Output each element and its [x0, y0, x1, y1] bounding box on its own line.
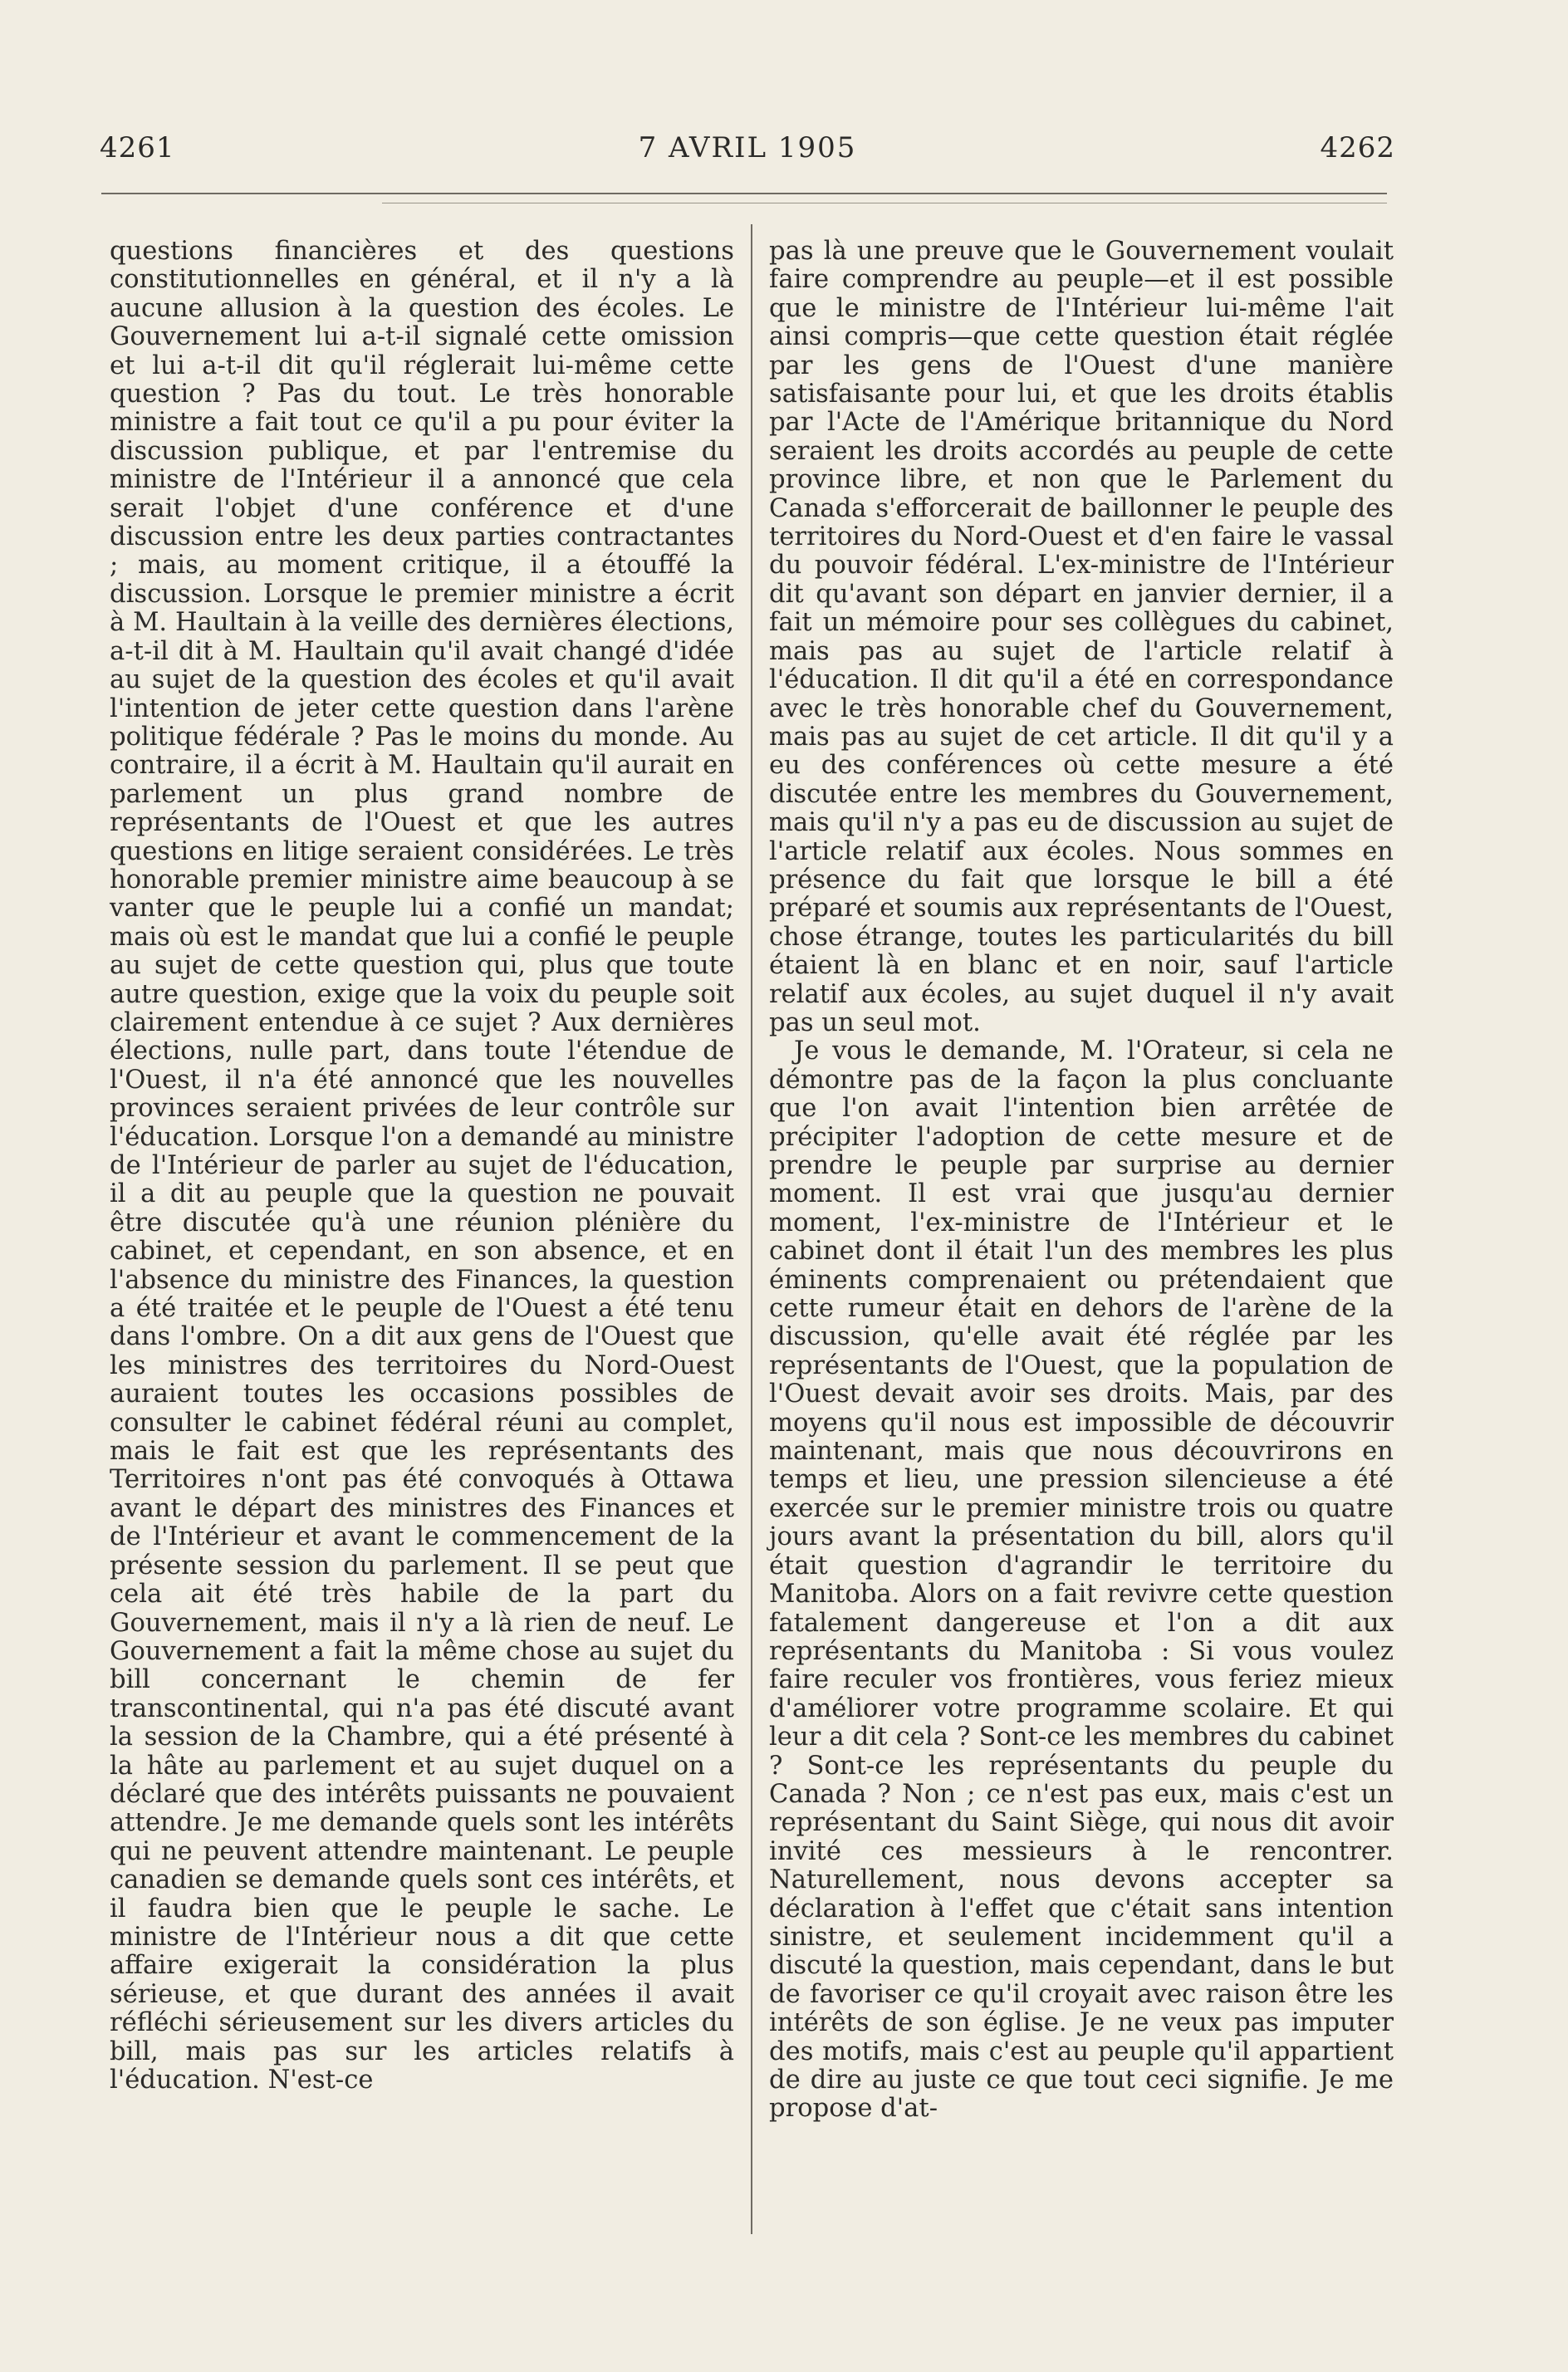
right-page-number: 4262	[1320, 131, 1395, 164]
left-column	[110, 238, 734, 2095]
header-date: 7 AVRIL 1905	[638, 131, 857, 164]
header-rule	[101, 193, 1387, 194]
right-paragraph: Je vous le demande, M. l'Orateur, si cela ne démontre pas de la façon la plus concluante que l'on avait l'intention bien arrêtée de précipiter l'adoption de cette mesure et de prendre le peuple par surprise au dernier moment. Il est vrai que jusqu'au dernier moment, l'ex-ministre de l'Intérieur et le cabinet dont il était l'un des membres les plus éminents comprenaient ou prétendaient que cette rumeur était en dehors de l'arène de la discussion, qu'elle avait été réglée par les représentants de l'Ouest, que la population de l'Ouest devait avoir ses droits. Mais, par des moyens qu'il nous est impossible de découvrir maintenant, mais que nous découvrirons en temps et lieu, une pression silencieuse a été exercée sur le premier ministre trois ou quatre jours avant la présentation du bill, alors qu'il était question d'agrandir le territoire du Manitoba. Alors on a fait revivre cette question fatalement dangereuse et l'on a dit aux représentants du Manitoba : Si vous voulez faire reculer vos frontières, vous feriez mieux d'améliorer votre programme scolaire. Et qui leur a dit cela ? Sont-ce les membres du cabinet ? Sont-ce les représentants du peuple du Canada ? Non ; ce n'est pas eux, mais c'est un représentant du Saint Siège, qui nous dit avoir invité ces messieurs à le rencontrer. Naturellement, nous devons accepter sa déclaration à l'effet que c'était sans intention sinistre, et seulement incidemment qu'il a discuté la question, mais cependant, dans le but de favoriser ce qu'il croyait avec raison être les intérêts de son église. Je ne veux pas imputer des motifs, mais c'est au peuple qu'il appartient de dire au juste ce que tout ceci signifie. Je me propose d'at-	[769, 1037, 1394, 2124]
column-divider	[751, 224, 752, 2234]
left-page-number: 4261	[100, 131, 175, 164]
right-paragraph: pas là une preuve que le Gouvernement voulait faire comprendre au peuple—et il est possible que le ministre de l'Intérieur lui-même l'ait ainsi compris—que cette question était réglée par les gens de l'Ouest d'une manière satisfaisante pour lui, et que les droits établis par l'Acte de l'Amérique britannique du Nord seraient les droits accordés au peuple de cette province libre, et non que le Parlement du Canada s'efforcerait de baillonner le peuple des territoires du Nord-Ouest et d'en faire le vassal du pouvoir fédéral. L'ex-ministre de l'Intérieur dit qu'avant son départ en janvier dernier, il a fait un mémoire pour ses collègues du cabinet, mais pas au sujet de l'article relatif à l'éducation. Il dit qu'il a été en correspondance avec le très honorable chef du Gouvernement, mais pas au sujet de cet article. Il dit qu'il y a eu des conférences où cette mesure a été discutée entre les membres du Gouvernement, mais qu'il n'y a pas eu de discussion au sujet de l'article relatif aux écoles. Nous sommes en présence du fait que lorsque le bill a été préparé et soumis aux représentants de l'Ouest, chose étrange, toutes les particularités du bill étaient là en blanc et en noir, sauf l'article relatif aux écoles, au sujet duquel il n'y avait pas un seul mot.	[769, 237, 1394, 1037]
right-column	[769, 238, 1394, 2124]
page-header	[100, 131, 1395, 181]
left-paragraph: questions financières et des questions constitutionnelles en général, et il n'y a là aucune allusion à la question des écoles. Le Gouvernement lui a-t-il signalé cette omission et lui a-t-il dit qu'il réglerait lui-même cette question ? Pas du tout. Le très honorable ministre a fait tout ce qu'il a pu pour éviter la discussion publique, et par l'entremise du ministre de l'Intérieur il a annoncé que cela serait l'objet d'une conférence et d'une discussion entre les deux parties contractantes ; mais, au moment critique, il a étouffé la discussion. Lorsque le premier ministre a écrit à M. Haultain à la veille des dernières élections, a-t-il dit à M. Haultain qu'il avait changé d'idée au sujet de la question des écoles et qu'il avait l'intention de jeter cette question dans l'arène politique fédérale ? Pas le moins du monde. Au contraire, il a écrit à M. Haultain qu'il aurait en parlement un plus grand nombre de représentants de l'Ouest et que les autres questions en litige seraient considérées. Le très honorable premier ministre aime beaucoup à se vanter que le peuple lui a confié un mandat; mais où est le mandat que lui a confié le peuple au sujet de cette question qui, plus que toute autre question, exige que la voix du peuple soit clairement entendue à ce sujet ? Aux dernières élections, nulle part, dans toute l'étendue de l'Ouest, il n'a été annoncé que les nouvelles provinces seraient privées de leur contrôle sur l'éducation. Lorsque l'on a demandé au ministre de l'Intérieur de parler au sujet de l'éducation, il a dit au peuple que la question ne pouvait être discutée qu'à une réunion plénière du cabinet, et cependant, en son absence, et en l'absence du ministre des Finances, la question a été traitée et le peuple de l'Ouest a été tenu dans l'ombre. On a dit aux gens de l'Ouest que les ministres des territoires du Nord-Ouest auraient toutes les occasions possibles de consulter le cabinet fédéral réuni au complet, mais le fait est que les représentants des Territoires n'ont pas été convoqués à Ottawa avant le départ des ministres des Finances et de l'Intérieur et avant le commencement de la présente session du parlement. Il se peut que cela ait été très habile de la part du Gouvernement, mais il n'y a là rien de neuf. Le Gouvernement a fait la même chose au sujet du bill concernant le chemin de fer transcontinental, qui n'a pas été discuté avant la session de la Chambre, qui a été présenté à la hâte au parlement et au sujet duquel on a déclaré que des intérêts puissants ne pouvaient attendre. Je me demande quels sont les intérêts qui ne peuvent attendre maintenant. Le peuple canadien se demande quels sont ces intérêts, et il faudra bien que le peuple le sache. Le ministre de l'Intérieur nous a dit que cette affaire exigerait la considération la plus sérieuse, et que durant des années il avait réfléchi sérieusement sur les divers articles du bill, mais pas sur les articles relatifs à l'éducation. N'est-ce	[110, 237, 734, 2095]
